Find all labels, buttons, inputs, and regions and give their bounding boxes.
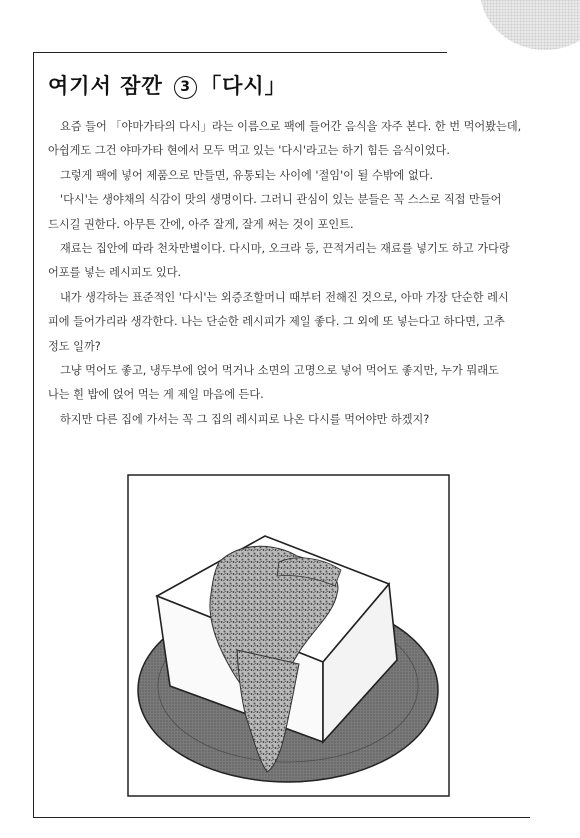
heading-topic: 다시 — [222, 74, 265, 98]
paragraph-line: 하지만 다른 집에 가서는 꼭 그 집의 레시피로 나온 다시를 먹어야만 하겠지? — [60, 412, 430, 426]
heading-close-quote: 」 — [264, 74, 287, 98]
paragraph — [48, 237, 530, 286]
paragraph-line: '다시'는 생야채의 식감이 맛의 생명이다. 그러니 관심이 있는 분들은 꼭 스스로 직접 만들어 — [60, 193, 502, 207]
body-text — [48, 115, 530, 432]
heading-open-quote: 「 — [200, 74, 223, 98]
paragraph-line: 피에 들어가리라 생각한다. 나는 단순한 레시피가 제일 좋다. 그 외에 또 넣는다고 하다면, 고추 — [48, 315, 505, 329]
paragraph — [60, 164, 530, 188]
paragraph — [48, 115, 530, 164]
paragraph-line: 나는 흰 밥에 얹어 먹는 게 제일 마음에 든다. — [48, 388, 264, 402]
paragraph-line: 요즘 들어 「야마가타의 다시」라는 이름으로 팩에 들어간 음식을 자주 본다. 한 번 먹어봤는데, — [60, 120, 522, 133]
section-heading — [48, 70, 287, 104]
corner-decoration — [480, 0, 580, 50]
paragraph-line: 내가 생각하는 표준적인 '다시'는 외증조할머니 때부터 전해진 것으로, 아마 가장 단순한 레시 — [60, 290, 509, 304]
paragraph-line: 드시길 권한다. 아무튼 간에, 아주 잘게, 잘게 써는 것이 포인트. — [48, 217, 354, 231]
paragraph — [48, 286, 530, 359]
paragraph-line: 그렇게 팩에 넣어 제품으로 만들면, 유통되는 사이에 '절임'이 될 수밖에 없다. — [60, 168, 434, 182]
tofu-with-dashi-illustration — [127, 474, 450, 797]
paragraph-line: 어포를 넣는 레시피도 있다. — [48, 266, 182, 280]
paragraph — [60, 408, 530, 432]
paragraph — [48, 359, 530, 408]
heading-prefix: 여기서 잠깐 — [48, 74, 163, 98]
paragraph-line: 정도 일까? — [48, 339, 101, 353]
paragraph-line: 아쉽게도 그건 야마가타 현에서 모두 먹고 있는 '다시'라고는 하기 힘든 음식이었다. — [48, 144, 450, 158]
paragraph-line: 그냥 먹어도 좋고, 냉두부에 얹어 먹거나 소면의 고명으로 넣어 먹어도 좋지만, 누가 뭐래도 — [60, 364, 499, 378]
paragraph — [48, 188, 530, 237]
paragraph-line: 재료는 집안에 따라 천차만별이다. 다시마, 오크라 등, 끈적거리는 재료를 넣기도 하고 가다랑 — [60, 242, 510, 256]
heading-number: 3 — [174, 76, 197, 99]
